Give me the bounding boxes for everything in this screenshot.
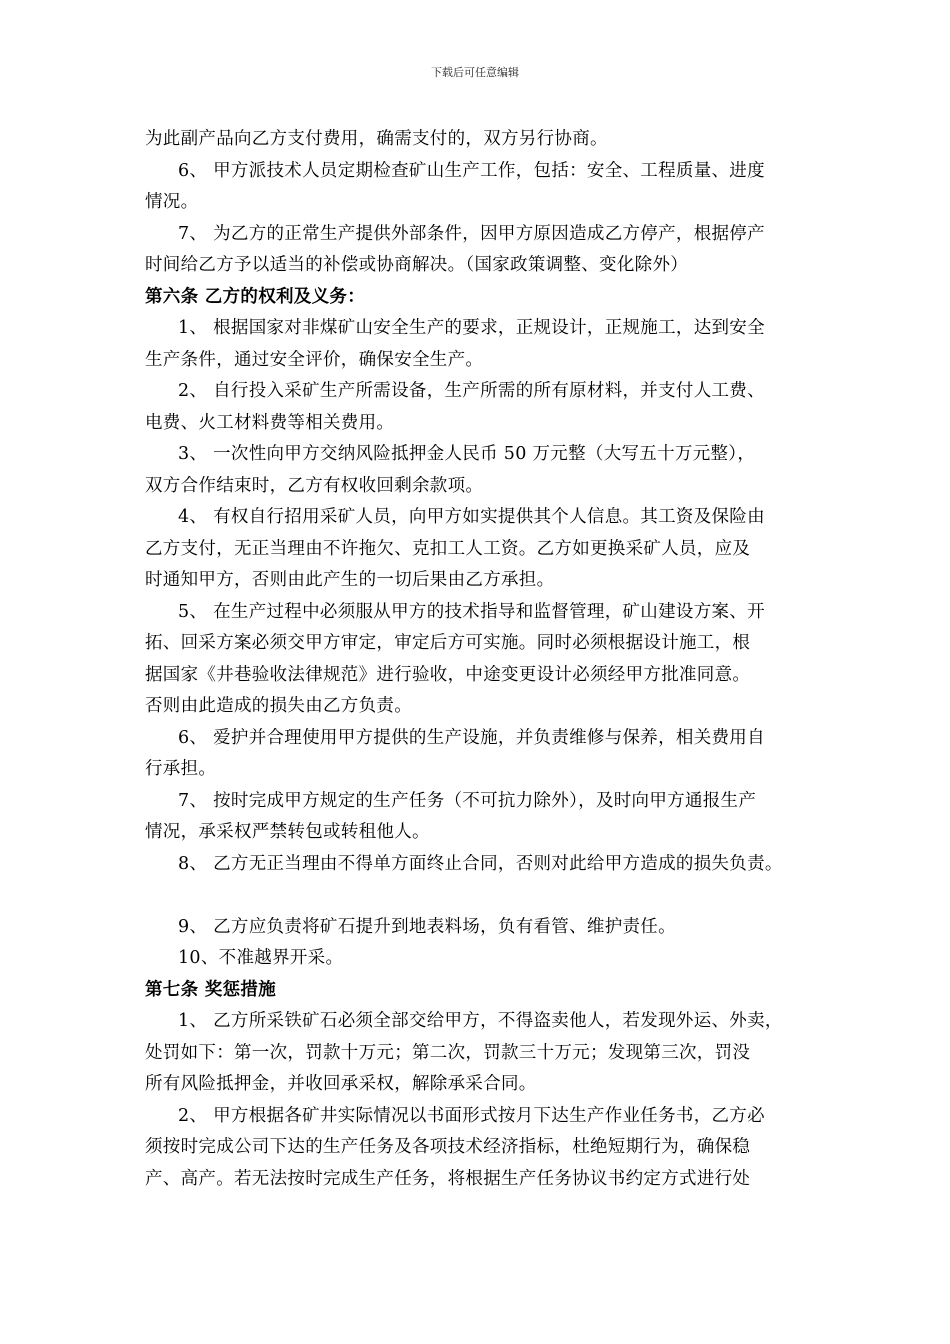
paragraph-line: 据国家《井巷验收法律规范》进行验收，中途变更设计必须经甲方批准同意。 <box>145 664 751 685</box>
paragraph-line: 6、 甲方派技术人员定期检查矿山生产工作，包括：安全、工程质量、进度 <box>178 160 765 181</box>
paragraph-line: 6、 爱护并合理使用甲方提供的生产设施，并负责维修与保养，相关费用自 <box>178 727 765 748</box>
page-header-note: 下载后可任意编辑 <box>431 66 519 79</box>
paragraph-line: 行承担。 <box>145 759 217 779</box>
paragraph-line: 3、 一次性向甲方交纳风险抵押金人民币 50 万元整（大写五十万元整）， <box>178 444 756 464</box>
paragraph-line: 8、 乙方无正当理由不得单方面终止合同，否则对此给甲方造成的损失负责。 <box>178 853 783 874</box>
paragraph-line: 电费、火工材料费等相关费用。 <box>145 412 395 433</box>
paragraph-line: 生产条件，通过安全评价，确保安全生产。 <box>145 349 484 370</box>
paragraph-line: 拓、回采方案必须交甲方审定，审定后方可实施。同时必须根据设计施工，根 <box>145 633 751 653</box>
paragraph-line: 5、 在生产过程中必须服从甲方的技术指导和监督管理，矿山建设方案、开 <box>178 601 765 622</box>
paragraph-line: 为此副产品向乙方支付费用，确需支付的，双方另行协商。 <box>145 129 608 149</box>
paragraph-line: 双方合作结束时，乙方有权收回剩余款项。 <box>145 475 484 496</box>
paragraph-line: 否则由此造成的损失由乙方负责。 <box>145 696 412 716</box>
paragraph-line: 7、 为乙方的正常生产提供外部条件，因甲方原因造成乙方停产，根据停产 <box>178 223 765 244</box>
paragraph-line: 乙方支付，无正当理由不许拖欠、克扣工人工资。乙方如更换采矿人员，应及 <box>145 538 751 559</box>
paragraph-line: 须按时完成公司下达的生产任务及各项技术经济指标，杜绝短期行为，确保稳 <box>145 1137 751 1157</box>
paragraph-line: 产、高产。若无法按时完成生产任务，将根据生产任务协议书约定方式进行处 <box>145 1168 751 1189</box>
paragraph-line: 4、 有权自行招用采矿人员，向甲方如实提供其个人信息。其工资及保险由 <box>178 507 765 527</box>
paragraph-line: 2、 自行投入采矿生产所需设备，生产所需的所有原材料，并支付人工费、 <box>178 381 765 401</box>
paragraph-line: 所有风险抵押金，并收回承采权，解除承采合同。 <box>145 1074 537 1094</box>
document-body <box>145 124 820 1195</box>
paragraph-line: 2、 甲方根据各矿井实际情况以书面形式按月下达生产作业任务书，乙方必 <box>178 1105 765 1126</box>
paragraph-line: 时通知甲方，否则由此产生的一切后果由乙方承担。 <box>145 570 555 590</box>
section-heading: 第六条 乙方的权利及义务： <box>145 286 365 307</box>
paragraph-line: 1、 根据国家对非煤矿山安全生产的要求，正规设计，正规施工，达到安全 <box>178 318 765 338</box>
section-heading: 第七条 奖惩措施 <box>145 979 276 1000</box>
blank-line <box>145 880 820 912</box>
paragraph-line: 9、 乙方应负责将矿石提升到地表料场，负有看管、维护责任。 <box>178 916 676 937</box>
paragraph-line: 情况。 <box>145 192 199 212</box>
paragraph-line: 情况，承采权严禁转包或转租他人。 <box>145 822 430 842</box>
paragraph-line: 时间给乙方予以适当的补偿或协商解决。（国家政策调整、变化除外） <box>145 255 689 275</box>
paragraph-line: 7、 按时完成甲方规定的生产任务（不可抗力除外），及时向甲方通报生产 <box>178 790 757 811</box>
paragraph-line: 10、不准越界开采。 <box>178 948 344 968</box>
paragraph-line: 1、 乙方所采铁矿石必须全部交给甲方，不得盗卖他人，若发现外运、外卖， <box>178 1011 783 1031</box>
paragraph-line: 处罚如下：第一次，罚款十万元；第二次，罚款三十万元；发现第三次，罚没 <box>145 1042 751 1063</box>
